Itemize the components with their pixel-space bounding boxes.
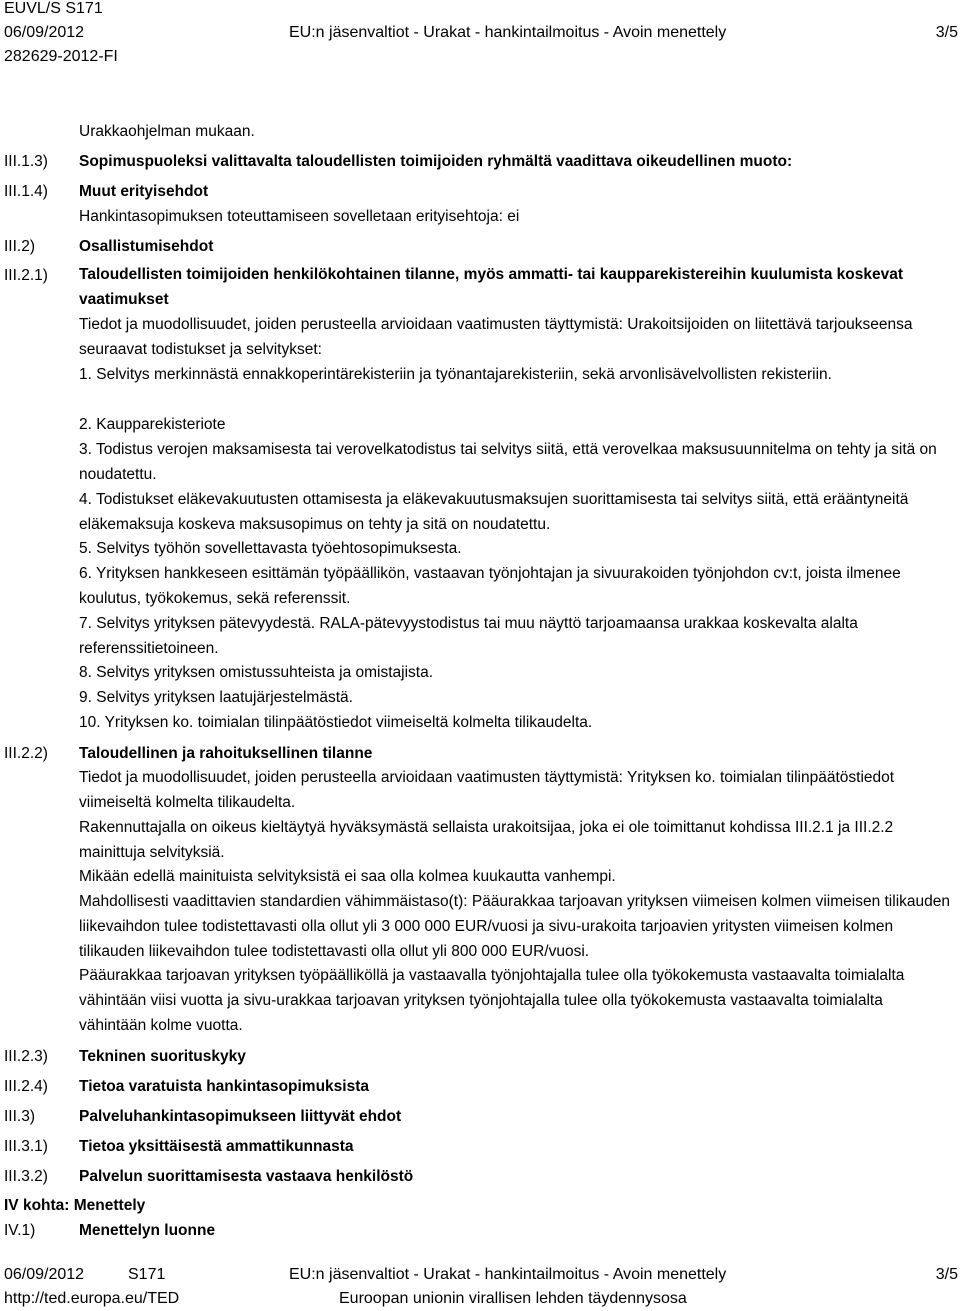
requirement-item-8: 8. Selvitys yrityksen omistussuhteista ja omistajista. [79, 664, 434, 681]
requirement-item-9: 9. Selvitys yrityksen laatujärjestelmästä. [79, 689, 353, 706]
footer-date: 06/09/2012 [4, 1266, 85, 1283]
section-code-iv-1: IV.1) [4, 1222, 36, 1239]
form-id: EUVL/S S171 [4, 0, 103, 17]
section-heading-technical-capacity: Tekninen suorituskyky [79, 1048, 246, 1065]
special-conditions-text: Hankintasopimuksen toteuttamiseen sovelletaan erityisehtoja: ei [79, 208, 520, 225]
footer-title: EU:n jäsenvaltiot - Urakat - hankintailmoitus - Avoin menettely [289, 1266, 727, 1283]
section-code-iii-3-2: III.3.2) [4, 1168, 48, 1185]
header-page-number: 3/5 [935, 24, 958, 41]
section-iv-heading: IV kohta: Menettely [4, 1197, 146, 1214]
section-code-iii-1-4: III.1.4) [4, 183, 48, 200]
section-heading-personal-situation: Taloudellisten toimijoiden henkilökohtainen tilanne, myös ammatti- tai kaupparekistereihin kuulumista koskevat vaatimukset [79, 266, 903, 308]
section-heading-reserved-contracts: Tietoa varatuista hankintasopimuksista [79, 1078, 370, 1095]
header-date: 06/09/2012 [4, 24, 85, 41]
footer-url[interactable]: http://ted.europa.eu/TED [4, 1290, 180, 1307]
section-code-iii-2: III.2) [4, 238, 36, 255]
financial-text-1: Tiedot ja muodollisuudet, joiden perusteella arvioidaan vaatimusten täyttymistä: Yrityksen ko. toimialan tilinpäätöstiedot viimeiseltä kolmelta tilikaudelta. [79, 769, 895, 811]
financial-text-5: Pääurakkaa tarjoavan yrityksen työpäälliköllä ja vastaavalla työnjohtajalla tulee olla työkokemusta vastaavalta toimialalta vähintään viisi vuotta ja sivu-urakkaa tarjoavan yrityksen työnjohtajalla tulee olla työkokemusta vastaavalta toimialalta vähintään kolme vuotta. [79, 967, 905, 1034]
footer-form: S171 [128, 1266, 166, 1283]
section-heading-participation: Osallistumisehdot [79, 238, 214, 255]
intro-text: Urakkaohjelman mukaan. [79, 123, 255, 140]
section-code-iii-2-3: III.2.3) [4, 1048, 48, 1065]
section-heading-service-conditions: Palveluhankintasopimukseen liittyvät ehdot [79, 1108, 402, 1125]
header-title: EU:n jäsenvaltiot - Urakat - hankintailmoitus - Avoin menettely [289, 24, 727, 41]
section-heading-profession: Tietoa yksittäisestä ammattikunnasta [79, 1138, 354, 1155]
financial-text-3: Mikään edellä mainituista selvityksistä ei saa olla kolmea kuukautta vanhempi. [79, 868, 616, 885]
requirement-item-7: 7. Selvitys yrityksen pätevyydestä. RALA-pätevyystodistus tai muu näyttö tarjoamaansa urakkaa koskevalta alalta referenssitietoineen. [79, 615, 858, 657]
section-heading-legal-form: Sopimuspuoleksi valittavalta taloudellisten toimijoiden ryhmältä vaadittava oikeudellinen muoto: [79, 153, 793, 170]
section-code-iii-3-1: III.3.1) [4, 1138, 48, 1155]
section-heading-financial-standing: Taloudellinen ja rahoituksellinen tilanne [79, 745, 373, 762]
section-code-iii-2-2: III.2.2) [4, 745, 48, 762]
requirement-item-6: 6. Yrityksen hankkeseen esittämän työpäällikön, vastaavan työnjohtajan ja sivuurakoiden työnjohdon cv:t, joista ilmenee koulutus, työkokemus, sekä referenssit. [79, 565, 901, 607]
header-doc-number: 282629-2012-FI [4, 48, 118, 65]
section-code-iii-3: III.3) [4, 1108, 36, 1125]
requirements-intro: Tiedot ja muodollisuudet, joiden perusteella arvioidaan vaatimusten täyttymistä: Urakoitsijoiden on liitettävä tarjoukseensa seuraavat todistukset ja selvitykset: [79, 316, 913, 358]
financial-text-2: Rakennuttajalla on oikeus kieltäytyä hyväksymästä sellaista urakoitsijaa, joka ei ole toimittanut kohdissa III.2.1 ja III.2.2 mainittuja selvityksiä. [79, 819, 894, 861]
footer-supplement: Euroopan unionin virallisen lehden täydennysosa [339, 1290, 687, 1307]
section-heading-staff: Palvelun suorittamisesta vastaava henkilöstö [79, 1168, 414, 1185]
section-code-iii-2-1: III.2.1) [4, 267, 48, 284]
requirement-item-3: 3. Todistus verojen maksamisesta tai verovelkatodistus tai selvitys siitä, että verovelkaa maksusuunnitelma on tehty ja sitä on noudatettu. [79, 441, 937, 483]
section-code-iii-1-3: III.1.3) [4, 153, 48, 170]
footer-page-number: 3/5 [935, 1266, 958, 1283]
section-heading-other-conditions: Muut erityisehdot [79, 183, 209, 200]
requirement-item-2: 2. Kaupparekisteriote [79, 416, 226, 433]
requirement-item-4: 4. Todistukset eläkevakuutusten ottamisesta ja eläkevakuutusmaksujen suorittamisesta tai selvitys siitä, että erääntyneitä eläkemaksuja koskeva maksusopimus on tehty ja sitä on noudatettu. [79, 491, 909, 533]
financial-text-4: Mahdollisesti vaadittavien standardien vähimmäistaso(t): Pääurakkaa tarjoavan yrityksen viimeisen kolmen viimeisen tilikauden liikevaihdon tulee todistettavasti olla ollut yli 3 000 000 EUR/vuosi ja sivu-urakoita tarjoavien yritysten viimeisen kolmen tilikauden liikevaihdon tulee todistettavasti olla ollut yli 800 000 EUR/vuosi. [79, 893, 950, 960]
requirement-item-10: 10. Yrityksen ko. toimialan tilinpäätöstiedot viimeiseltä kolmelta tilikaudelta. [79, 714, 593, 731]
section-code-iii-2-4: III.2.4) [4, 1078, 48, 1095]
requirement-item-5: 5. Selvitys työhön sovellettavasta työehtosopimuksesta. [79, 540, 462, 557]
requirement-item-1: 1. Selvitys merkinnästä ennakkoperintärekisteriin ja työnantajarekisteriin, sekä arvonlisävelvollisten rekisteriin. [79, 366, 832, 383]
section-heading-procedure-type: Menettelyn luonne [79, 1222, 216, 1239]
